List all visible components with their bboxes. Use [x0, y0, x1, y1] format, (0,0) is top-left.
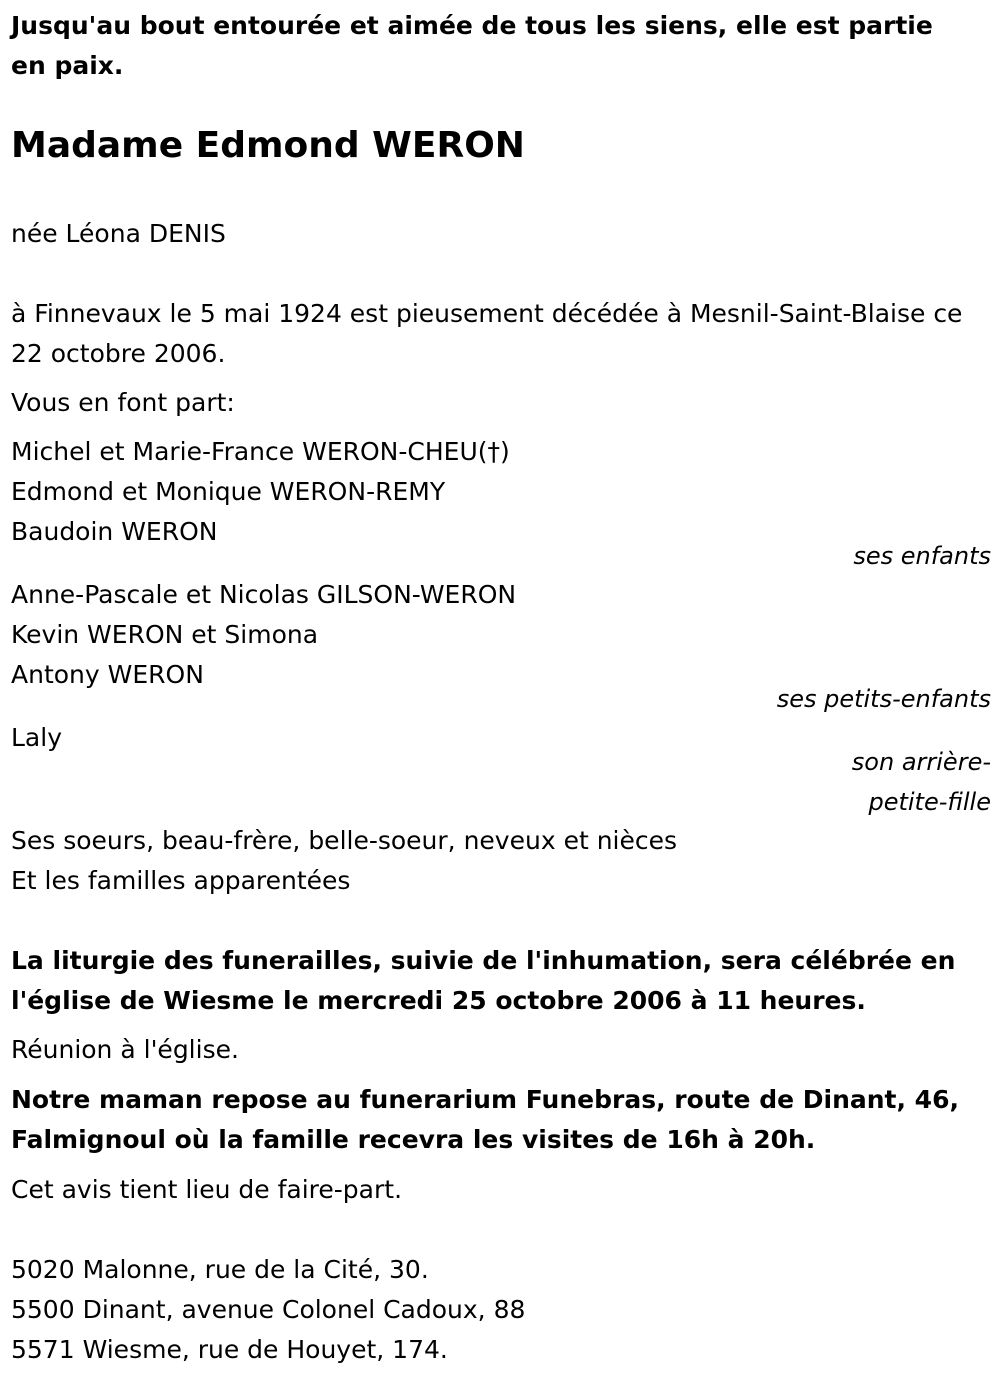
address-line: 5500 Dinant, avenue Colonel Cadoux, 88 [11, 1295, 526, 1324]
grandchild-line: Kevin WERON et Simona [11, 620, 319, 649]
great-grandchild-role: son arrière- [851, 748, 991, 776]
maiden-name: née Léona DENIS [11, 219, 226, 248]
meeting-text: Réunion à l'église. [11, 1035, 239, 1064]
deceased-name: Madame Edmond WERON [11, 125, 525, 166]
great-grandchild-role-continued: petite-fille [868, 788, 991, 816]
intro-text: Jusqu'au bout entourée et aimée de tous les siens, elle est partie en paix. [11, 11, 933, 80]
grandchild-line: Antony WERON [11, 660, 204, 689]
address-line: 5571 Wiesme, rue de Houyet, 174. [11, 1335, 448, 1364]
liturgy-text: La liturgie des funerailles, suivie de l'inhumation, sera célébrée en l'église de Wiesme le mercredi 25 octobre 2006 à 11 heures. [11, 946, 956, 1015]
child-line: Edmond et Monique WERON-REMY [11, 477, 446, 506]
children-role: ses enfants [853, 542, 991, 570]
relatives-line: Et les familles apparentées [11, 866, 351, 895]
grandchildren-role: ses petits-enfants [776, 685, 991, 713]
funerarium-text: Notre maman repose au funerarium Funebras, route de Dinant, 46, Falmignoul où la famille recevra les visites de 16h à 20h. [11, 1085, 959, 1154]
announce-text: Vous en font part: [11, 388, 235, 417]
child-line: Baudoin WERON [11, 517, 218, 546]
child-line: Michel et Marie-France WERON-CHEU(†) [11, 437, 510, 466]
relatives-line: Ses soeurs, beau-frère, belle-soeur, neveux et nièces [11, 826, 678, 855]
grandchild-line: Anne-Pascale et Nicolas GILSON-WERON [11, 580, 517, 609]
address-line: 5020 Malonne, rue de la Cité, 30. [11, 1255, 429, 1284]
notice-text: Cet avis tient lieu de faire-part. [11, 1175, 403, 1204]
birth-death-text: à Finnevaux le 5 mai 1924 est pieusement décédée à Mesnil-Saint-Blaise ce 22 octobre 2006. [11, 299, 963, 368]
great-grandchild-name: Laly [11, 723, 62, 752]
